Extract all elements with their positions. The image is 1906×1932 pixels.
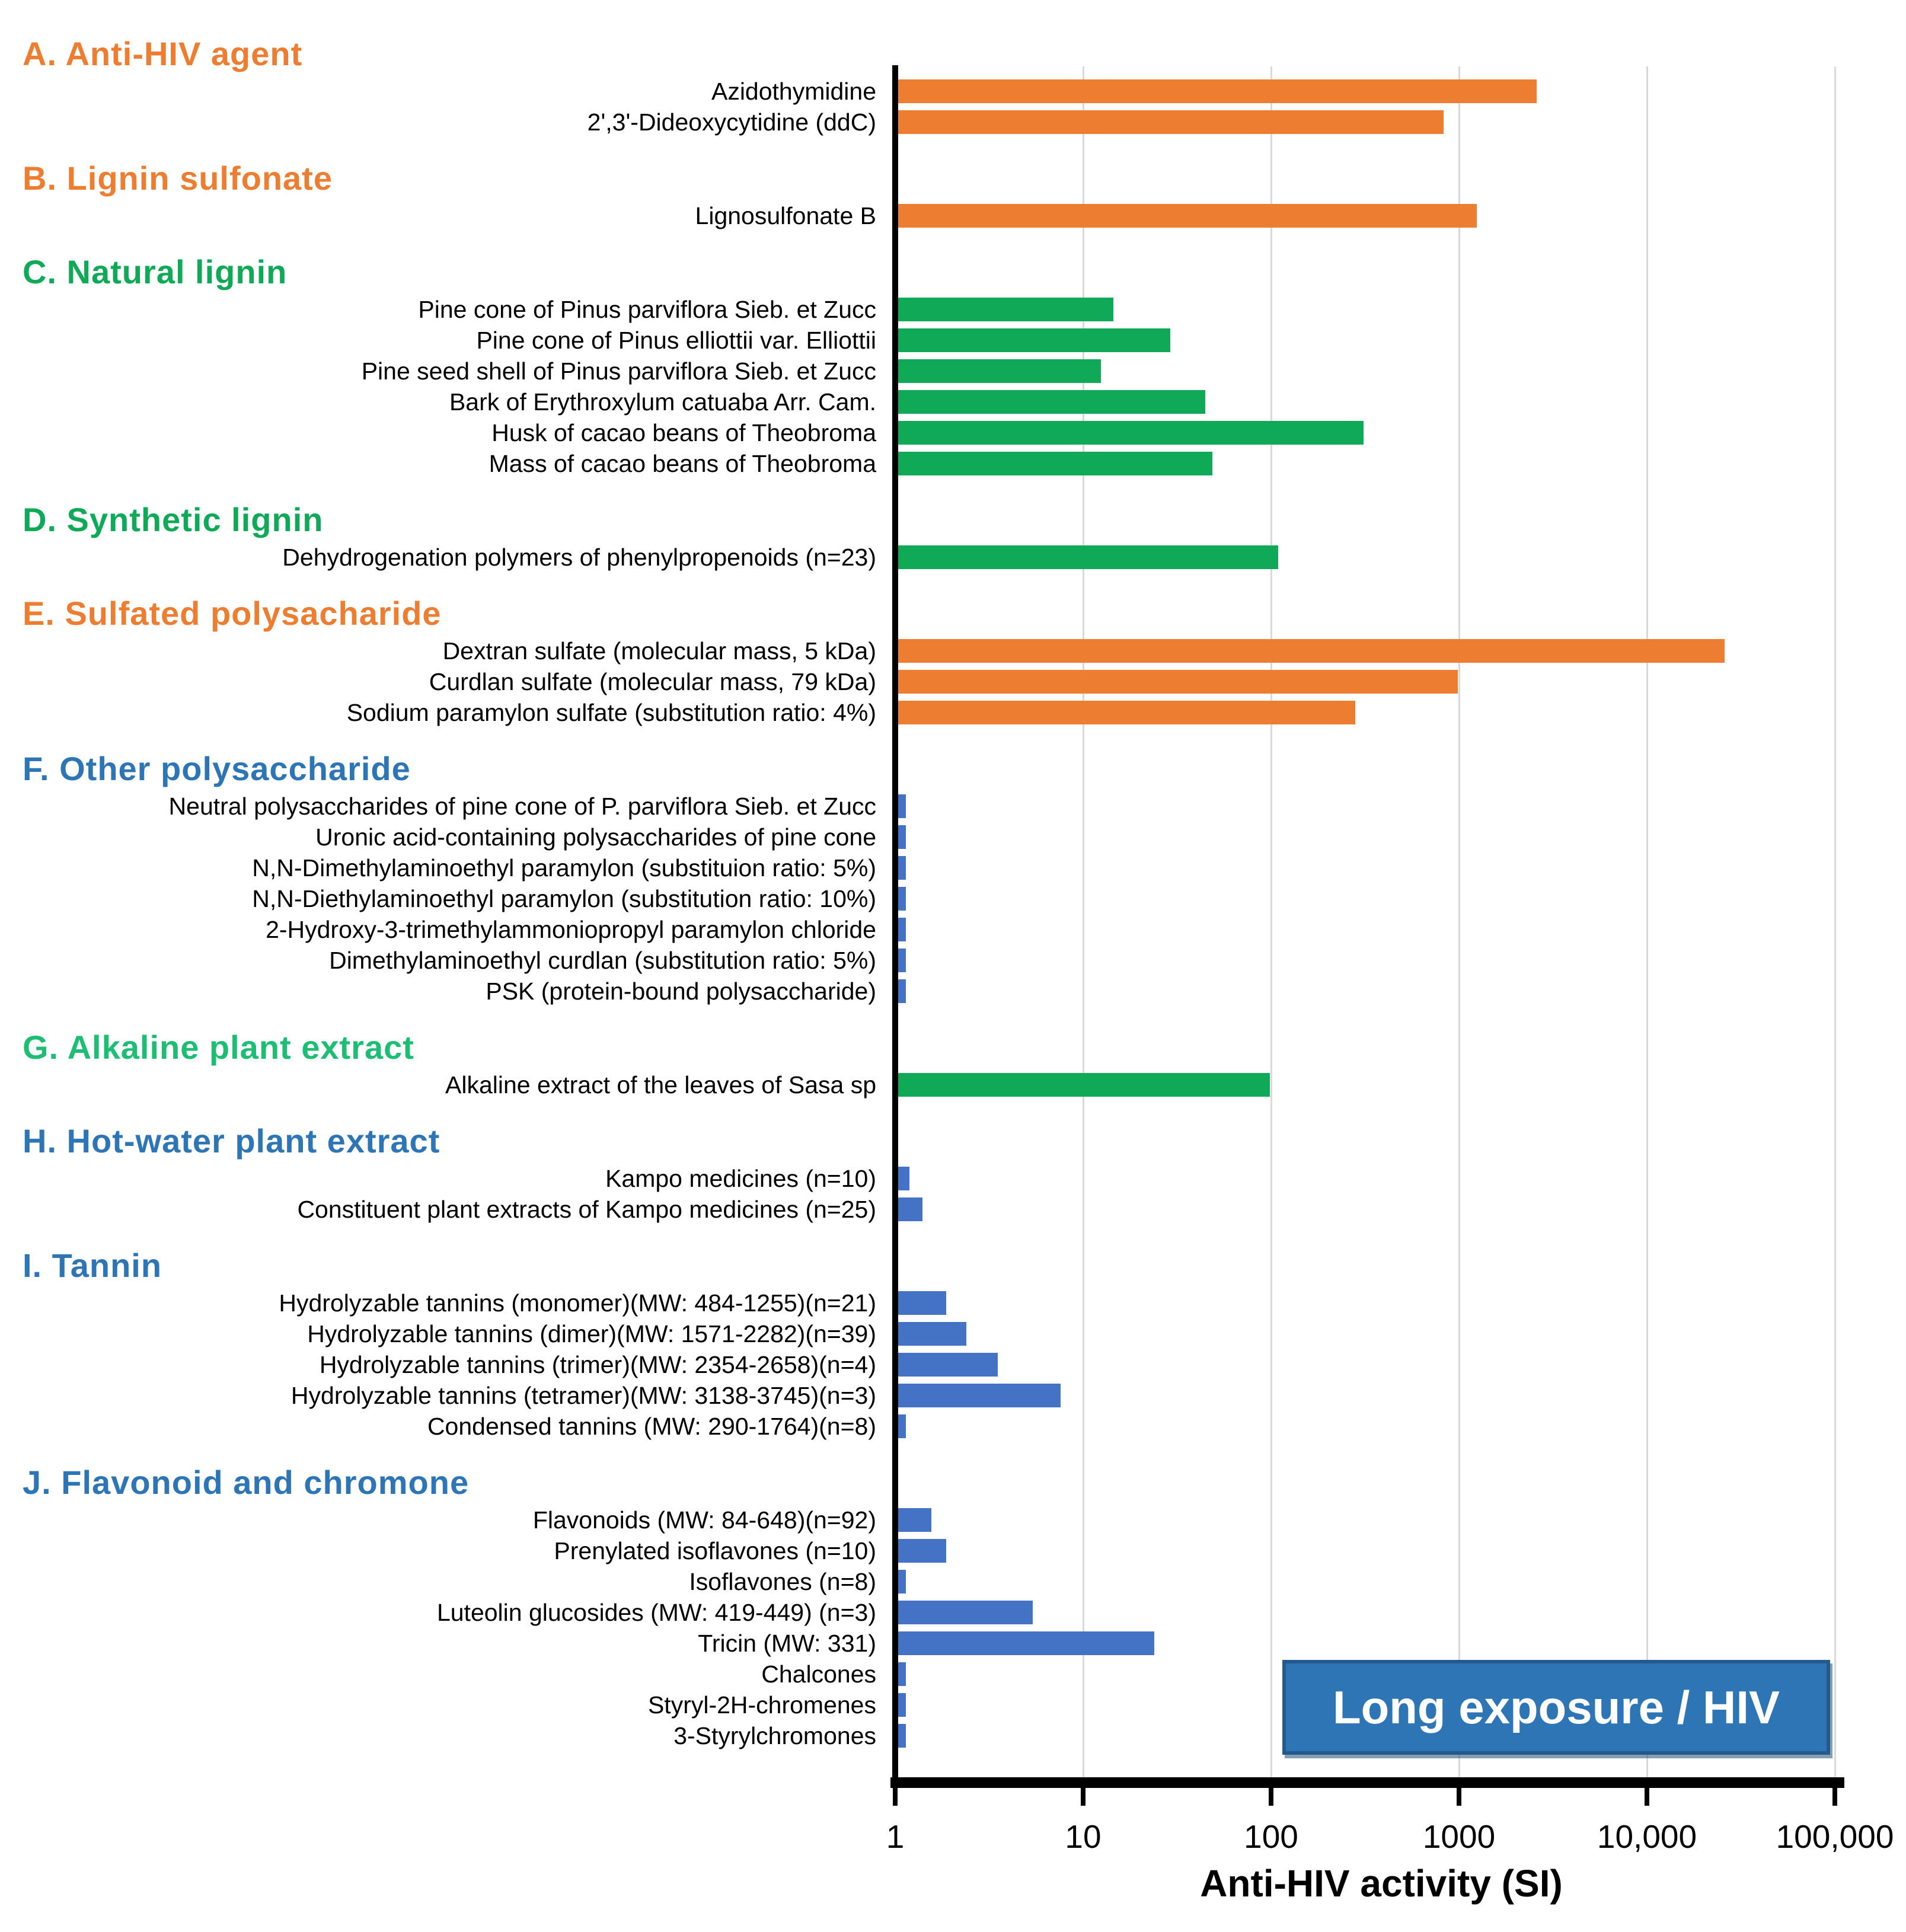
bar-label: PSK (protein-bound polysaccharide): [486, 978, 876, 1005]
x-axis-title: Anti-HIV activity (SI): [1200, 1862, 1563, 1905]
bar: [898, 887, 906, 911]
bar: [898, 856, 906, 880]
bar-label: Constituent plant extracts of Kampo medicines (n=25): [297, 1196, 876, 1223]
bar-label: Chalcones: [761, 1660, 876, 1688]
bar-label: Sodium paramylon sulfate (substitution ratio: 4%): [346, 699, 876, 726]
gridline-decade-5: [1834, 66, 1836, 1777]
gridline-decade-3: [1458, 66, 1460, 1777]
bar-label: Luteolin glucosides (MW: 419-449) (n=3): [436, 1599, 876, 1626]
gridline-decade-1: [1083, 66, 1084, 1777]
x-axis-tick-label: 10,000: [1597, 1818, 1697, 1855]
bar: [898, 1353, 998, 1377]
bar: [898, 1414, 906, 1438]
group-header-d: D. Synthetic lignin: [23, 501, 324, 538]
bar: [898, 1662, 906, 1686]
x-axis-line: [890, 1777, 1844, 1788]
bar: [898, 918, 906, 941]
bar: [898, 204, 1477, 228]
bar: [898, 1384, 1061, 1407]
bar-label: Neutral polysaccharides of pine cone of P. parviflora Sieb. et Zucc: [168, 793, 876, 820]
bar-label: Hydrolyzable tannins (monomer)(MW: 484-1255)(n=21): [279, 1289, 876, 1317]
bar-label: N,N-Diethylaminoethyl paramylon (substitution ratio: 10%): [252, 885, 876, 912]
bar-label: Dimethylaminoethyl curdlan (substitution ratio: 5%): [329, 947, 876, 974]
bar-label: Tricin (MW: 331): [698, 1630, 876, 1657]
bar: [898, 1508, 931, 1532]
bar: [898, 1539, 946, 1563]
group-header-h: H. Hot-water plant extract: [23, 1122, 440, 1160]
x-axis-tick-label: 1000: [1422, 1818, 1496, 1855]
gridline-decade-2: [1270, 66, 1272, 1777]
group-header-j: J. Flavonoid and chromone: [23, 1464, 470, 1501]
x-axis-tick-label: 1: [886, 1818, 905, 1855]
bar-label: N,N-Dimethylaminoethyl paramylon (substituion ratio: 5%): [252, 854, 876, 882]
bar: [898, 545, 1278, 569]
bar: [898, 421, 1364, 445]
bar-label: Hydrolyzable tannins (tetramer)(MW: 3138-3745)(n=3): [290, 1382, 876, 1409]
bar-label: Dehydrogenation polymers of phenylpropenoids (n=23): [282, 544, 876, 571]
x-axis-tick-label: 100,000: [1776, 1818, 1894, 1855]
bar-label: Curdlan sulfate (molecular mass, 79 kDa): [429, 668, 876, 695]
x-axis-tick: [1269, 1788, 1273, 1806]
bar-label: Hydrolyzable tannins (dimer)(MW: 1571-2282)(n=39): [307, 1320, 876, 1347]
bar: [898, 1291, 946, 1315]
x-axis-tick-label: 100: [1244, 1818, 1298, 1855]
bar: [898, 825, 906, 849]
bar: [898, 1724, 906, 1748]
bar-label: Pine cone of Pinus parviflora Sieb. et Zucc: [418, 296, 876, 323]
bar: [898, 1167, 909, 1190]
bar-label: Azidothymidine: [711, 78, 876, 105]
bar-label: Mass of cacao beans of Theobroma: [489, 450, 876, 477]
bar-label: Styryl-2H-chromenes: [647, 1691, 876, 1719]
group-header-i: I. Tannin: [23, 1247, 162, 1284]
bar-label: Prenylated isoflavones (n=10): [554, 1537, 876, 1564]
bar-label: Husk of cacao beans of Theobroma: [491, 419, 876, 446]
bar-label: 2',3'-Dideoxycytidine (ddC): [587, 108, 876, 136]
x-axis-tick: [1457, 1788, 1461, 1806]
group-header-e: E. Sulfated polysacharide: [23, 595, 442, 632]
bar: [898, 1322, 966, 1346]
bar-label: Bark of Erythroxylum catuaba Arr. Cam.: [449, 388, 876, 416]
bar-label: Condensed tannins (MW: 290-1764)(n=8): [427, 1413, 876, 1440]
group-header-g: G. Alkaline plant extract: [23, 1029, 414, 1066]
bar-label: 3-Styrylchromones: [673, 1722, 876, 1749]
group-header-c: C. Natural lignin: [23, 253, 288, 290]
bar: [898, 670, 1458, 694]
bar: [898, 298, 1113, 321]
bar-label: 2-Hydroxy-3-trimethylammoniopropyl paramylon chloride: [266, 916, 876, 943]
bar-label: Pine seed shell of Pinus parviflora Sieb. et Zucc: [361, 357, 876, 385]
x-axis-tick: [1081, 1788, 1086, 1806]
bar-label: Isoflavones (n=8): [689, 1568, 876, 1595]
bar-label: Lignosulfonate B: [695, 202, 876, 229]
bar: [898, 979, 906, 1003]
bar: [898, 328, 1170, 352]
bar: [898, 1601, 1033, 1624]
bar-label: Pine cone of Pinus elliottii var. Elliottii: [476, 327, 876, 354]
bar: [898, 452, 1212, 475]
bar: [898, 701, 1355, 724]
bar: [898, 79, 1537, 103]
x-axis-tick-label: 10: [1065, 1818, 1102, 1855]
bar: [898, 949, 906, 972]
x-axis-tick: [893, 1788, 898, 1806]
bar-label: Hydrolyzable tannins (trimer)(MW: 2354-2658)(n=4): [319, 1351, 876, 1378]
bar-label: Uronic acid-containing polysaccharides of pine cone: [315, 823, 876, 851]
gridline-decade-4: [1646, 66, 1648, 1777]
bar-label: Dextran sulfate (molecular mass, 5 kDa): [442, 637, 876, 665]
bar: [898, 794, 906, 818]
bar: [898, 1570, 906, 1593]
long-exposure-hiv-badge: [1282, 1660, 1830, 1755]
bar: [898, 110, 1444, 134]
bar: [898, 639, 1725, 663]
y-axis-line: [892, 65, 898, 1788]
x-axis-tick: [1645, 1788, 1649, 1806]
group-header-a: A. Anti-HIV agent: [23, 35, 303, 72]
bar-label: Flavonoids (MW: 84-648)(n=92): [532, 1506, 876, 1534]
x-axis-tick: [1832, 1788, 1837, 1806]
bar-label: Alkaline extract of the leaves of Sasa sp: [445, 1071, 876, 1098]
bar-label: Kampo medicines (n=10): [605, 1165, 876, 1192]
bar: [898, 1197, 922, 1221]
bar: [898, 1693, 906, 1717]
bar: [898, 1631, 1154, 1655]
bar: [898, 359, 1101, 383]
group-header-f: F. Other polysaccharide: [23, 750, 411, 787]
group-header-b: B. Lignin sulfonate: [23, 159, 333, 197]
bar: [898, 390, 1205, 414]
badge-label: Long exposure / HIV: [1332, 1681, 1780, 1733]
bar: [898, 1073, 1270, 1097]
